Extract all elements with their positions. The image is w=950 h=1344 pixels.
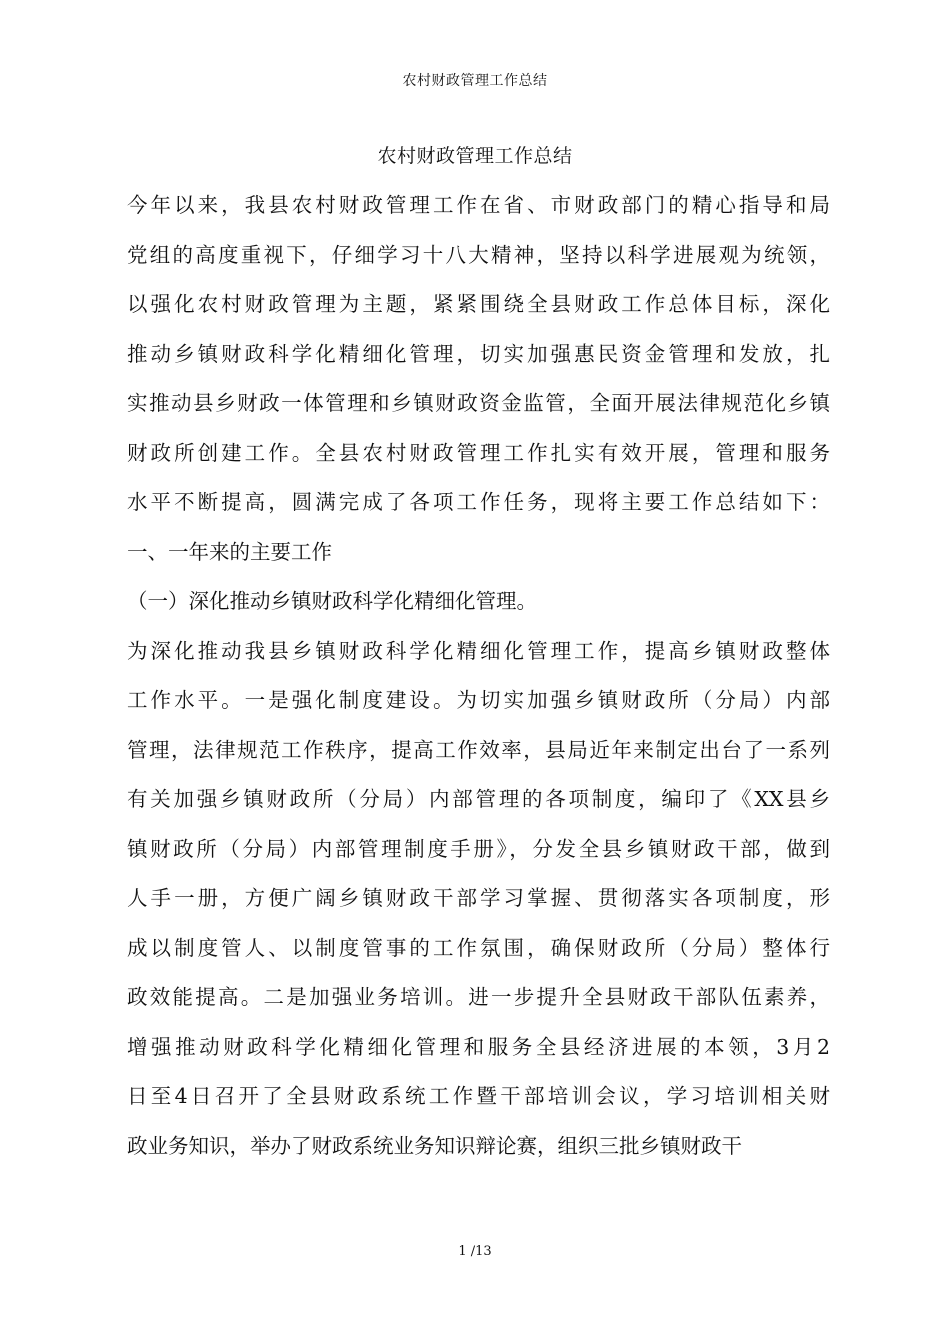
- subsection-heading: （一）深化推动乡镇财政科学化精细化管理。: [127, 589, 537, 613]
- body-line: 人手一册，方便广阔乡镇财政干部学习掌握、贯彻落实各项制度，形: [127, 886, 830, 910]
- body-line: 今年以来，我县农村财政管理工作在省、市财政部门的精心指导和局: [127, 193, 830, 217]
- body-line: 政业务知识，举办了财政系统业务知识辩论赛，组织三批乡镇财政干: [127, 1133, 742, 1158]
- body-line: 成以制度管人、以制度管事的工作氛围，确保财政所（分局）整体行: [127, 935, 830, 960]
- body-line: 水平不断提高，圆满完成了各项工作任务，现将主要工作总结如下：: [127, 490, 830, 514]
- body-line: 工作水平。一是强化制度建设。为切实加强乡镇财政所（分局）内部: [127, 688, 830, 712]
- document-body: [127, 181, 830, 1171]
- body-line: 日至4日召开了全县财政系统工作暨干部培训会议，学习培训相关财: [127, 1084, 830, 1108]
- body-line: 党组的高度重视下，仔细学习十八大精神，坚持以科学进展观为统领，: [127, 242, 830, 267]
- body-line: 推动乡镇财政科学化精细化管理，切实加强惠民资金管理和发放，扎: [127, 341, 830, 366]
- document-title: 农村财政管理工作总结: [377, 145, 573, 167]
- page-number: 1 /13: [458, 1244, 492, 1259]
- section-heading: 一、一年来的主要工作: [127, 539, 332, 564]
- body-line: 有关加强乡镇财政所（分局）内部管理的各项制度，编印了《XX县乡: [127, 787, 830, 811]
- body-line: 政效能提高。二是加强业务培训。进一步提升全县财政干部队伍素养，: [127, 985, 830, 1009]
- body-line: 增强推动财政科学化精细化管理和服务全县经济进展的本领，3月2: [127, 1034, 830, 1059]
- body-line: 为深化推动我县乡镇财政科学化精细化管理工作，提高乡镇财政整体: [127, 638, 830, 663]
- body-line: 以强化农村财政管理为主题，紧紧围绕全县财政工作总体目标，深化: [127, 292, 830, 316]
- body-line: 镇财政所（分局）内部管理制度手册》，分发全县乡镇财政干部，做到: [127, 836, 830, 861]
- body-line: 管理，法律规范工作秩序，提高工作效率，县局近年来制定出台了一系列: [127, 737, 830, 762]
- body-line: 财政所创建工作。全县农村财政管理工作扎实有效开展，管理和服务: [127, 440, 830, 465]
- body-line: 实推动县乡财政一体管理和乡镇财政资金监管，全面开展法律规范化乡镇: [127, 391, 830, 415]
- running-header: 农村财政管理工作总结: [402, 73, 548, 89]
